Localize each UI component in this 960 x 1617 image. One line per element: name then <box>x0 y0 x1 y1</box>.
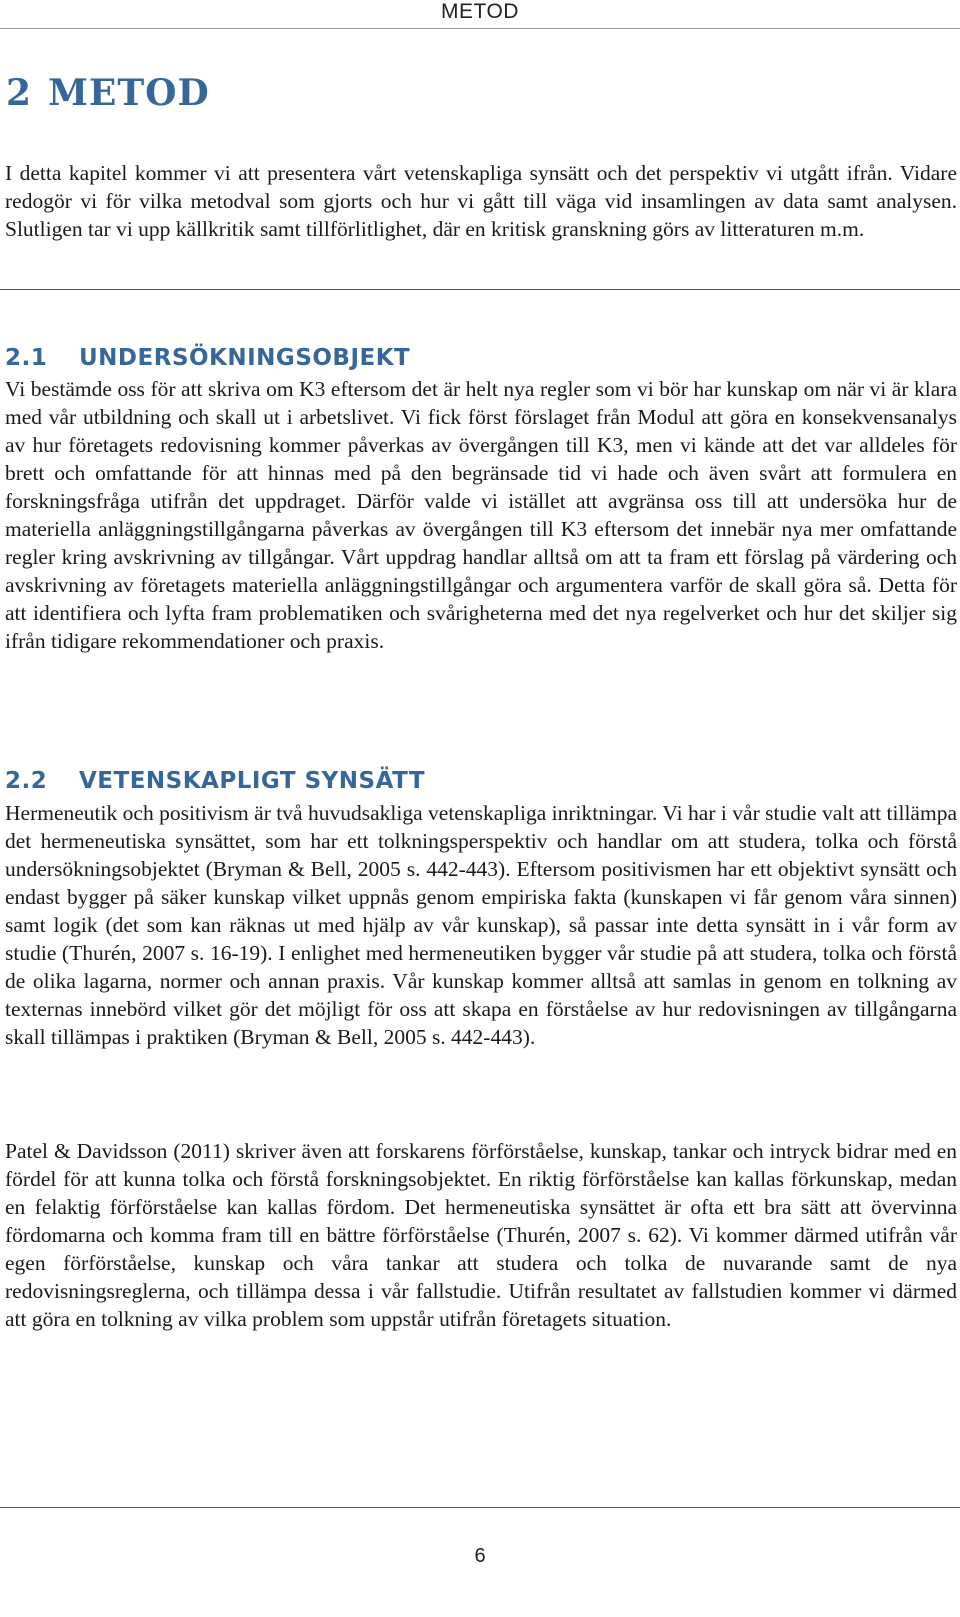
section-paragraph: Patel & Davidsson (2011) skriver även att forskarens förförståelse, kunskap, tankar och intryck bidrar med en fördel för att kunna tolka och förstå forskningsobjektet. En riktig förförståelse kan kallas förkunskap, medan en felaktig förförståelse kan kallas fördom. Det hermeneutiska synsättet är ofta ett bra sätt att övervinna fördomarna och komma fram till en bättre förförståelse (Thurén, 2007 s. 62). Vi kommer därmed utifrån vår egen förförståelse, kunskap och våra tankar att studera och tolka de nuvarande samt de nya redovisningsreglerna, och tillämpa dessa i vår fallstudie. Utifrån resultatet av fallstudien kommer vi därmed att göra en tolkning av vilka problem som uppstår utifrån företagets situation. <box>5 1139 957 1331</box>
chapter-title-text: METOD <box>48 72 210 114</box>
chapter-title <box>6 72 210 114</box>
running-header: METOD <box>441 0 519 23</box>
chapter-number: 2 <box>6 72 33 114</box>
section-paragraph: Hermeneutik och positivism är två huvudsakliga vetenskapliga inriktningar. Vi har i vår studie valt att tillämpa det hermeneutiska synsättet, som har ett tolkningsperspektiv och handlar om att studera, tolka och förstå undersökningsobjektet (Bryman & Bell, 2005 s. 442-443). Eftersom positivismen har ett objektivt synsätt och endast bygger på säker kunskap vilket uppnås genom empiriska fakta (kunskapen vi får genom våra sinnen) samt logik (det som kan räknas ut med hjälp av vår kunskap), så passar inte detta synsätt in i vår form av studie (Thurén, 2007 s. 16-19). I enlighet med hermeneutiken bygger vår studie på att studera, tolka och förstå de olika lagarna, normer och annan praxis. Vår kunskap kommer alltså att samlas in genom en tolkning av texternas innebörd vilket gör det möjligt för oss att skapa en förståelse av hur redovisningen av tillgångarna skall tillämpas i praktiken (Bryman & Bell, 2005 s. 442-443). <box>5 801 957 1049</box>
section-title: UNDERSÖKNINGSOBJEKT <box>79 345 411 371</box>
footer-divider <box>0 1507 960 1508</box>
section-divider <box>0 289 960 290</box>
section-number: 2.1 <box>5 345 48 371</box>
section-heading-vetenskapligt-synsatt <box>5 768 425 794</box>
page-number: 6 <box>474 1545 486 1567</box>
section-number: 2.2 <box>5 768 48 794</box>
header-divider <box>0 28 960 29</box>
section-heading-undersokningsobjekt <box>5 345 410 371</box>
intro-paragraph: I detta kapitel kommer vi att presentera vårt vetenskapliga synsätt och det perspektiv vi utgått ifrån. Vidare redogör vi för vilka metodval som gjorts och hur vi gått till väga vid insamlingen av data samt analysen. Slutligen tar vi upp källkritik samt tillförlitlighet, där en kritisk granskning görs av litteraturen m.m. <box>5 161 957 241</box>
section-paragraph: Vi bestämde oss för att skriva om K3 eftersom det är helt nya regler som vi bör har kunskap om när vi är klara med vår utbildning och skall ut i arbetslivet. Vi fick först förslaget från Modul att göra en konsekvensanalys av hur företagets redovisning kommer påverkas av övergången till K3, men vi kände att det var alldeles för brett och omfattande för att hinnas med på den begränsade tid vi hade och även svårt att formulera en forskningsfråga utifrån det uppdraget. Därför valde vi istället att avgränsa oss till att undersöka hur de materiella anläggningstillgångarna påverkas av övergången till K3 eftersom det innebär nya mer omfattande regler kring avskrivning av tillgångar. Vårt uppdrag handlar alltså om att ta fram ett förslag på värdering och avskrivning av företagets materiella anläggningstillgångar och argumentera varför de skall göra så. Detta för att identifiera och lyfta fram problematiken och svårigheterna med det nya regelverket och hur det skiljer sig ifrån tidigare rekommendationer och praxis. <box>5 377 957 653</box>
section-title: VETENSKAPLIGT SYNSÄTT <box>79 768 426 794</box>
